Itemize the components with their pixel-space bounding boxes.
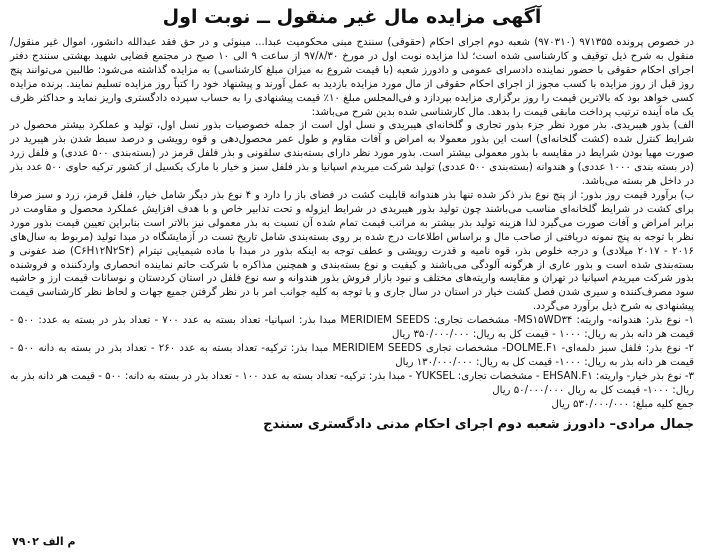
notice-item-1: ۱- نوع بذر: هندوانه- واریته: MS۱۵WD۳۴- مشخصات تجاری: MERIDIEM SEEDS مبدا بذر: اسپانیا- تعداد بسته به عدد ۷۰۰ - تعداد بذر در بسته به عدد: ۵۰۰ - قیمت هر دانه بذر به ریال: ۱۰۰۰ - قیمت کل به ریال: ۳۵۰/۰۰۰/۰۰۰ ریال bbox=[10, 315, 694, 341]
notice-paragraph-alef: الف) بذور هیبریدی. بذر مورد نظر جزء بذور تجاری و گلخانه‌ای هیبریدی و نسل اول است از جمله خصوصیات بذور نسل اول، تولید و عملکرد بیشتر محصول در شرایط کنترل شده (کشت گلخانه‌ای) است این بذور معمولا به امراض و آفات مقاوم و طول عمر محصول‌دهی و قوه رویشی و درصد سبط شدن بذر هیبرید در صورت مهیا بودن شرایط در مقایسه با بذور معمولی بیشتر است. بذور مورد نظر دارای بسته‌بندی سلفونی و بذر فلفل قرمز در (بسته‌بندی ۵۰۰ عددی) و فلفل زرد (در بسته بندی ۱۰۰۰ عددی) و هندوانه (بسته‌بندی ۵۰۰ عددی) تولید شرکت میریدم اسپانیا و بذر فلفل سبز و خیار با مارک یکسیل از کشور ترکیه حاوی ۵۰۰ عدد بذر در داخل هر بسته می‌باشد. bbox=[10, 120, 695, 188]
notice-item-3: ۳- نوع بذر خیار- واریته: EHSAN.F۱ - مشخصات تجاری: YUKSEL - مبدا بذر: ترکیه- تعداد بسته به عدد ۱۰۰ - تعداد بذر در بسته به دانه: ۵۰۰ - قیمت هر دانه بذر به ریال: ۱۰۰۰- قیمت کل به ریال ۵۰/۰۰۰/۰۰۰ ریال bbox=[10, 370, 694, 396]
notice-item-2: ۲- نوع بذر: فلفل سبز دلمه‌ای- DOLME.F۱- مشخصات تجاری MERIDIEM SEEDS مبدا بذر: ترکیه- تعداد بسته به عدد ۲۶۰ - تعداد بذر در بسته به دانه ۵۰۰ - قیمت هر دانه بذر به ریال: ۱۰۰۰- قیمت کل به ریال: ۱۳۰/۰۰۰/۰۰۰ ریال bbox=[10, 342, 695, 368]
notice-total: جمع کلیه مبلغ: ۵۳۰/۰۰۰/۰۰۰ ریال bbox=[551, 398, 694, 410]
notice-paragraph-be: ب) برآورد قیمت روز بذور: از پنج نوع بذر ذکر شده تنها بذر هندوانه قابلیت کشت در فضای باز را دارد و ۴ نوع بذر دیگر شامل خیار، فلفل قرمز، زرد و سبز صرفا برای کشت در شرایط گلخانه‌ای مناسب می‌باشند چون تولید بذور هیبریدی در شرایط ایزوله و تحت تدابیر خاص و با هدف افزایش عملکرد محصول و مقاومت در برابر امراض و آفات صورت می‌گیرد لذا هزینه تولید بذر بیشتر به مراتب قیمت تمام شده آن نسبت به بذر معمولی نیز بالاتر است بنابراین تعیین قیمت بذور مورد نظر با توجه به پنج نمونه دریافتی از صاحب مال و براساس اطلاعات درج شده بر روی بسته‌بندی شامل تاریخ تست در آزمایشگاه در مبدا تولید (مربوط به سال‌های ۲۰۱۶ - ۲۰۱۷ میلادی) و درجه خلوص بذر، قوه نامیه و قدرت رویشی و عطف توجه به اینکه بذور در مبدا با ماده شیمیایی تیترام (C۶H۱۲N۲S۴) ضد عفونی و بسته‌بندی شده است و بذور عاری از هرگونه آلودگی می‌باشند و کیفیت و نوع بسته‌بندی و همچنین مذاکره با شرکت حاتم نماینده انحصاری واردکننده و فروشنده بذور شرکت میریدم اسپانیا در تهران و مقایسه واریته‌های مختلف و نبود بازار فروش بذور هندوانه و سه نوع فلفل در استان کردستان و نوسانات قیمت ارز و حاشیه سود مصرف‌کننده و سیری شدن فصل کشت خیار در استان در سال جاری و با توجه به کلیه جوانب امر با در نظر گرفتن جمیع جهات و لحاظ نظر کارشناسی قیمت پیشنهادی به شرح ذیل برآورد می‌گردد. bbox=[10, 189, 695, 313]
notice-code: م الف ۷۹۰۲ bbox=[12, 535, 76, 548]
notice-signature: جمال مرادی– دادورز شعبه دوم اجرای احکام مدنی دادگستری سنندج bbox=[263, 417, 694, 433]
notice-title: آگهی مزایده مال غیر منقول ــ نوبت اول bbox=[162, 6, 542, 28]
notice-paragraph-intro: در خصوص پرونده ۹۷۱۳۵۵ (۹۷۰۳۱۰) شعبه دوم اجرای احکام (حقوقی) سنندج مبنی محکومیت عبدا... مینوئی و در حق فقد عبدالله دانشور، اموال غیر منقول/منقول به شرح ذیل توقیف و کارشناسی شده است؛ لذا مزایده نوبت اول در مورخ ۹۷/۸/۳۰ از ساعت ۹ الی ۱۰ صبح در مجتمع قضایی شهید بهشتی سنندج دفتر اجرای احکام حقوقی با حضور نماینده دادسرای عمومی و دادورز شعبه (با قیمت شروع به میزان مبلغ کارشناسی) به مزایده گذاشته می‌شود: طالبین می‌توانند پنج روز قبل از روز مزایده با کسب مجوز از اجرای احکام حقوقی از مال مورد مزایده بازدید به عمل آورند و پیشنهاد خود را کتباً روز مزایده تسلیم نمایند. برنده مزایده کسی خواهد بود که بالاترین قیمت را روز برگزاری مزایده بپردازد و فی‌المجلس مبلغ ۱۰٪ قیمت پیشنهادی را به حساب سپرده دادگستری واریز نماید و حداکثر ظرف یک ماه آینده ترتیب پرداخت مابقی قیمت را بدهد. مال کارشناسی شده بدین شرح می‌باشد: bbox=[10, 37, 695, 118]
notice-body bbox=[10, 36, 694, 411]
